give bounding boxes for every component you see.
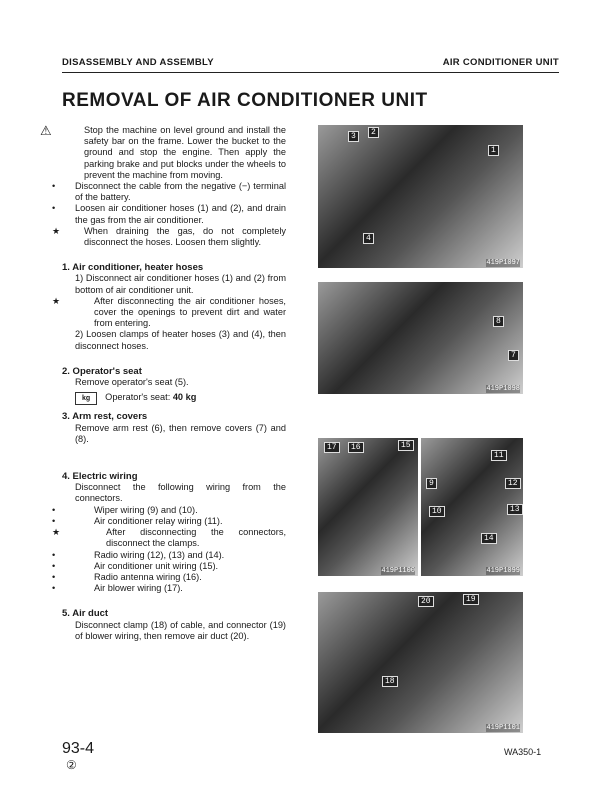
star-icon: ★ [52, 295, 61, 306]
bullet: • [52, 181, 56, 192]
page-number: 93-4 [62, 740, 95, 757]
warning-icon: ⚠ [40, 123, 52, 138]
instructions [40, 123, 286, 642]
text: Air conditioner relay wiring (11). [94, 515, 223, 526]
text [52, 515, 286, 527]
text: Wiper wiring (9) and (10). [94, 504, 198, 515]
warning [40, 123, 286, 181]
text [52, 504, 286, 516]
star-icon: ★ [52, 527, 61, 538]
page-title: REMOVAL OF AIR CONDITIONER UNIT [62, 90, 428, 111]
bullet: • [52, 571, 56, 582]
callout-label: 19 [463, 594, 479, 605]
header-section: DISASSEMBLY AND ASSEMBLY [62, 57, 214, 68]
section-title: 5. Air duct [62, 608, 109, 620]
callout-label: 12 [505, 478, 521, 489]
step: 2) Loosen clamps of heater hoses (3) and (4), then disconnect hoses. [75, 329, 286, 351]
photo-wiring-left [318, 438, 418, 576]
text: Air conditioner unit wiring (15). [94, 560, 219, 571]
section-title: 3. Arm rest, covers [62, 411, 148, 423]
text [52, 549, 286, 561]
text: Operator's seat: [105, 392, 171, 403]
section-text: Remove arm rest (6), then remove covers (7) and (8). [75, 422, 286, 444]
note: When draining the gas, do not completely disconnect the hoses. Loosen them slightly. [84, 225, 286, 248]
section-title: 4. Electric wiring [62, 471, 138, 483]
section-title: 2. Operator's seat [62, 365, 142, 377]
text: Air blower wiring (17). [94, 583, 183, 594]
photo-caption: 419P1101 [486, 724, 520, 732]
photo-caption: 419P1097 [486, 259, 520, 267]
callout-label: 20 [418, 596, 434, 607]
callout-label: 11 [491, 450, 507, 461]
bullet: • [52, 515, 56, 526]
photo-caption: 419P1098 [486, 385, 520, 393]
text: After disconnecting the connectors, disconnect the clamps. [106, 527, 286, 549]
callout-label: 17 [324, 442, 340, 453]
callout-label: 14 [481, 533, 497, 544]
section-text: Disconnect the following wiring from the connectors. [75, 482, 286, 504]
text [52, 203, 286, 225]
text [52, 295, 286, 330]
bullet: • [52, 560, 56, 571]
callout-label: 15 [398, 440, 414, 451]
photo-caption: 419P1099 [486, 567, 520, 575]
callout-label: 9 [426, 478, 437, 489]
photo-hoses [318, 125, 523, 268]
callout-label: 16 [348, 442, 364, 453]
text [52, 225, 286, 248]
photo-seat [318, 282, 523, 394]
weight-value: 40 kg [172, 392, 197, 403]
text [52, 527, 286, 549]
text: Stop the machine on level ground and install the safety bar on the frame. Lower the bucket to the ground and stop the engine. Then apply the parking brake and put blocks under the wheels to prevent the machine from moving. [84, 125, 286, 180]
section-text: Remove operator's seat (5). [75, 377, 189, 388]
text [52, 560, 286, 572]
text [52, 571, 286, 583]
bullet: • [52, 504, 56, 515]
text: Radio wiring (12), (13) and (14). [94, 549, 225, 560]
star-icon: ★ [52, 225, 61, 236]
header-chapter: AIR CONDITIONER UNIT [442, 57, 559, 68]
photo-wiring-right [421, 438, 523, 576]
section-title: 1. Air conditioner, heater hoses [62, 262, 204, 274]
photo-air-duct [318, 592, 523, 733]
callout-label: 2 [368, 127, 379, 138]
callout-label: 7 [508, 350, 519, 361]
bullet: • [52, 203, 56, 214]
callout-label: 8 [493, 316, 504, 327]
photo-caption: 419P1100 [381, 567, 415, 575]
callout-label: 10 [429, 506, 445, 517]
step: 1) Disconnect air conditioner hoses (1) and (2) from bottom of air conditioner unit. [75, 273, 286, 295]
intro-step: Disconnect the cable from the negative (−) terminal of the battery. [75, 181, 286, 203]
text [62, 392, 286, 405]
text [52, 583, 286, 594]
bullet: • [52, 583, 56, 594]
weight-icon: kg [75, 392, 97, 405]
bullet: • [52, 549, 56, 560]
text: Radio antenna wiring (16). [94, 571, 202, 582]
callout-label: 3 [348, 131, 359, 142]
text [52, 181, 286, 203]
callout-label: 1 [488, 145, 499, 156]
callout-label: 18 [382, 676, 398, 687]
model-number: WA350-1 [504, 747, 542, 757]
callout-label: 4 [363, 233, 374, 244]
header-rule [62, 72, 559, 73]
section-text: Disconnect clamp (18) of cable, and connector (19) of blower wiring, then remove air duct (20). [75, 619, 286, 641]
revision-mark: ② [66, 758, 77, 772]
callout-label: 13 [507, 504, 523, 515]
note: After disconnecting the air conditioner hoses, cover the openings to prevent dirt and water from entering. [94, 295, 286, 329]
intro-step: Loosen air conditioner hoses (1) and (2), and drain the gas from the air conditioner. [75, 203, 286, 225]
